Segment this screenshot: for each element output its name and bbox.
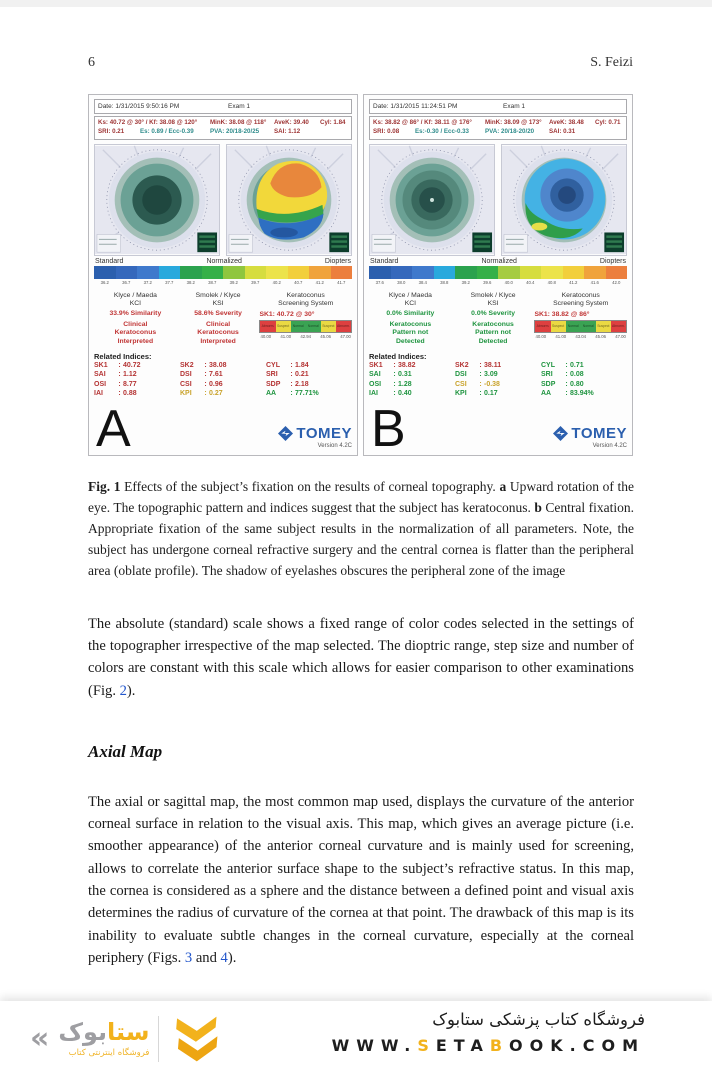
- related-index: SK1 : 40.72: [94, 361, 141, 369]
- screening-system-title: Keratoconus Screening System: [278, 291, 334, 308]
- website-url[interactable]: WWW.SETABOOK.COM: [331, 1036, 645, 1055]
- related-index: SDP : 2.18: [266, 380, 309, 388]
- figure-link[interactable]: 4: [220, 949, 228, 966]
- topography-report-panel: [88, 94, 358, 456]
- section-heading: Axial Map: [88, 742, 163, 762]
- author-name: S. Feizi: [590, 55, 633, 70]
- scale-segment: [180, 266, 202, 279]
- scale-segment: [391, 266, 413, 279]
- scale-type-label: Standard: [95, 257, 124, 265]
- stats-row-2: SRI: 0.08 Es:-0.30 / Ecc-0.33 PVA: 20/18-20/20 SAI: 0.31: [373, 127, 576, 135]
- mini-info-box: [504, 234, 528, 252]
- kci-verdict: Keratoconus Pattern not Detected: [389, 321, 432, 345]
- map-labels: [95, 258, 351, 265]
- scale-segment: [498, 266, 520, 279]
- double-guillemet-icon: «: [30, 1021, 50, 1056]
- topography-map: [226, 144, 352, 256]
- map-type-label: Normalized: [481, 257, 517, 265]
- double-chevron-badge-icon: [168, 1013, 222, 1065]
- screening-bar-segment: Suspect: [321, 321, 336, 332]
- scale-segment: [288, 266, 310, 279]
- related-index: CYL : 0.71: [541, 361, 584, 369]
- related-index: DSI : 3.09: [455, 371, 498, 379]
- kci-subtitle: KCI: [404, 300, 417, 308]
- screening-bar-segment: Normal: [581, 321, 596, 332]
- scale-segment: [94, 266, 116, 279]
- logo-text-block: [58, 1020, 149, 1058]
- scale-segment: [223, 266, 245, 279]
- topo-overlay-normal: [525, 159, 606, 240]
- scale-segment: [412, 266, 434, 279]
- keratometry-stats: [369, 116, 627, 140]
- scale-tick: 38.0: [397, 279, 406, 285]
- panel-footer: [369, 400, 627, 456]
- related-index: SAI : 1.12: [94, 371, 137, 379]
- scale-tick: 40.4: [526, 279, 535, 285]
- scale-tick: 38.8: [440, 279, 449, 285]
- screening-bar-tick: 42.94: [300, 334, 312, 340]
- related-indices-title: Related Indices:: [94, 351, 152, 361]
- related-indices-grid: [369, 361, 627, 399]
- map-type-label: Normalized: [206, 257, 242, 265]
- related-index: CSI : 0.96: [180, 380, 223, 388]
- topography-report-panel: [363, 94, 633, 456]
- page-number: 6: [88, 55, 95, 70]
- topo-overlay-keratoconus: [256, 161, 327, 240]
- screening-scale-bar: [259, 320, 352, 339]
- dioptric-color-scale: [94, 266, 352, 285]
- screening-bar-tick: 41.00: [280, 334, 292, 340]
- related-index: SRI : 0.21: [266, 371, 309, 379]
- units-label: Diopters: [599, 257, 626, 265]
- footer: [0, 1001, 712, 1079]
- related-index: SRI : 0.08: [541, 371, 584, 379]
- related-indices-grid: [94, 361, 352, 399]
- screening-system-column: [259, 292, 352, 346]
- scale-tick: 38.7: [208, 279, 217, 285]
- paragraph-axial-map: The axial or sagittal map, the most common map used, displays the curvature of the anterior corneal surface in relation to the visual axis. This map, which gives an average picture (i.e. smoother appearance) of the anterior corneal curvature and is mainly used for screening, allows to correlate the anterior surface shape to the subject’s refractive status. In this map, the cornea is considered as a sphere and the distance between a defined point and visual axis determines the radius of curvature of the cornea at that point. The drawback of this map is its inability to evaluate subtle changes in the corneal curvature, especially at the corneal periphery (Figs. 3 and 4).: [88, 793, 634, 966]
- sk1-value: SK1: 38.82 @ 86°: [534, 311, 590, 319]
- related-index: SK1 : 38.82: [369, 361, 416, 369]
- scale-segment: [369, 266, 391, 279]
- scale-tick: 41.6: [590, 279, 599, 285]
- scale-segment: [584, 266, 606, 279]
- panel-footer: [94, 400, 352, 456]
- screening-bar-tick: 40.00: [260, 334, 272, 340]
- scale-tick: 40.0: [504, 279, 513, 285]
- related-index: IAI : 0.88: [94, 390, 137, 398]
- scale-tick: 39.6: [483, 279, 492, 285]
- exam-header: [94, 99, 352, 114]
- scale-tick: 38.2: [186, 279, 195, 285]
- related-indices: [94, 352, 352, 399]
- scan-edge-strip: [0, 0, 712, 7]
- ksi-column: [452, 292, 535, 346]
- figure-link[interactable]: 2: [119, 682, 127, 699]
- screening-bar-segment: Abnorm.: [535, 321, 550, 332]
- screening-bar-segment: Normal: [306, 321, 321, 332]
- scale-segment: [116, 266, 138, 279]
- mini-info-box: [97, 234, 121, 252]
- panel-letter: B: [371, 400, 406, 456]
- related-index: SK2 : 38.11: [455, 361, 502, 369]
- kci-title: Klyce / Maeda: [388, 291, 432, 299]
- figure-link[interactable]: 3: [184, 949, 193, 966]
- exam-number: Exam 1: [228, 103, 251, 110]
- scale-segment: [202, 266, 224, 279]
- exam-date: Date: 1/31/2015 9:50:16 PM: [98, 103, 180, 110]
- scale-tick: 41.2: [569, 279, 578, 285]
- scale-tick: 41.2: [315, 279, 324, 285]
- screening-section: [369, 292, 627, 346]
- ksi-percent: 0.0% Severity: [471, 310, 515, 318]
- stats-row-1: Ks: 38.82 @ 86° / Kf: 38.11 @ 176° MinK: 38.09 @ 173° AveK: 38.48 Cyl: 0.71: [373, 119, 621, 126]
- screening-bar-segment: Abnorm.: [611, 321, 626, 332]
- dioptric-color-scale: [369, 266, 627, 285]
- footer-right: [332, 1010, 645, 1055]
- map-labels: [370, 258, 626, 265]
- mini-legend-box: [604, 232, 624, 252]
- scale-tick: 38.4: [418, 279, 427, 285]
- scale-type-label: Standard: [370, 257, 399, 265]
- screening-section: [94, 292, 352, 346]
- screening-bar-segment: Normal: [566, 321, 581, 332]
- kci-column: [94, 292, 177, 346]
- tomey-logo: [278, 425, 352, 451]
- tomey-wordmark: TOMEY: [571, 425, 627, 442]
- related-index: DSI : 7.61: [180, 371, 223, 379]
- ksi-subtitle: KSI: [212, 300, 224, 308]
- kci-title: Klyce / Maeda: [113, 291, 157, 299]
- stats-row-2: SRI: 0.21 Es: 0.89 / Ecc-0.39 PVA: 20/18-20/25 SAI: 1.12: [98, 127, 301, 135]
- eye-photo: [94, 144, 220, 256]
- related-index: SAI : 0.31: [369, 371, 412, 379]
- related-indices: [369, 352, 627, 399]
- store-title: فروشگاه کتاب پزشکی ستابوک: [432, 1010, 645, 1029]
- mini-legend-box: [472, 232, 492, 252]
- ksi-title: Smolek / Klyce: [195, 291, 241, 299]
- scale-segment: [563, 266, 585, 279]
- related-index: KPI : 0.17: [455, 390, 498, 398]
- scale-tick: 36.2: [100, 279, 109, 285]
- scale-tick: 37.2: [143, 279, 152, 285]
- screening-system-title: Keratoconus Screening System: [553, 291, 609, 308]
- tomey-diamond-icon: [553, 426, 568, 441]
- mini-legend-box: [329, 232, 349, 252]
- kci-subtitle: KCI: [129, 300, 142, 308]
- scale-segment: [309, 266, 331, 279]
- screening-bar-tick: 41.00: [555, 334, 567, 340]
- mini-legend-box: [197, 232, 217, 252]
- screening-bar-segment: Suspect: [276, 321, 291, 332]
- related-index: CSI : -0.38: [455, 380, 500, 388]
- kci-column: [369, 292, 452, 346]
- scale-segment: [245, 266, 267, 279]
- screening-bar-tick: 43.04: [575, 334, 587, 340]
- screening-bar-tick: 45.06: [320, 334, 332, 340]
- related-index: IAI : 0.40: [369, 390, 412, 398]
- ksi-verdict: Keratoconus Pattern not Detected: [472, 321, 514, 345]
- logo-tagline: فروشگاه اینترنتی کتاب: [68, 1048, 150, 1058]
- related-index: SK2 : 38.08: [180, 361, 227, 369]
- scale-tick: 37.6: [375, 279, 384, 285]
- related-indices-title: Related Indices:: [369, 351, 427, 361]
- screening-bar-segment: Suspect: [551, 321, 566, 332]
- screening-bar-tick: 47.00: [340, 334, 351, 340]
- kci-percent: 0.0% Similarity: [386, 310, 435, 318]
- exam-date: Date: 1/31/2015 11:24:51 PM: [373, 103, 458, 110]
- tomey-version: Version 4.2C: [317, 443, 352, 449]
- units-label: Diopters: [324, 257, 351, 265]
- scale-segment: [434, 266, 456, 279]
- screening-bar-segment: Abnorm.: [260, 321, 275, 332]
- related-index: CYL : 1.84: [266, 361, 309, 369]
- scale-tick: 37.7: [165, 279, 174, 285]
- logo-wordmark: ستابوک: [58, 1018, 150, 1046]
- scale-segment: [137, 266, 159, 279]
- screening-bar-segment: Suspect: [596, 321, 611, 332]
- eye-images: [94, 144, 352, 256]
- ksi-percent: 58.6% Severity: [194, 310, 242, 318]
- scale-segment: [477, 266, 499, 279]
- ksi-subtitle: KSI: [487, 300, 499, 308]
- eye-photo: [369, 144, 495, 256]
- related-index: AA : 77.71%: [266, 390, 319, 398]
- ksi-column: [177, 292, 260, 346]
- related-index: KPI : 0.27: [180, 390, 223, 398]
- related-index: OSI : 1.28: [369, 380, 412, 388]
- scale-segment: [520, 266, 542, 279]
- kci-verdict: Clinical Keratoconus Interpreted: [114, 321, 157, 345]
- tomey-wordmark: TOMEY: [296, 425, 352, 442]
- scale-segment: [159, 266, 181, 279]
- keratometry-stats: [94, 116, 352, 140]
- scale-tick: 42.0: [612, 279, 621, 285]
- scale-tick: 39.7: [251, 279, 260, 285]
- panel-letter: A: [96, 400, 131, 456]
- tomey-logo: [553, 425, 627, 451]
- logo-divider: [158, 1016, 159, 1062]
- screening-bar-tick: 40.00: [535, 334, 547, 340]
- figure-caption: Fig. 1 Effects of the subject’s fixation on the results of corneal topography. a Upward rotation of the eye. The topographic pattern and indices suggest that the subject has keratoconus. b Central fixation. Appropriate fixation of the same subject results in the normalization of all parameters. Note, the subject has undergone corneal refractive surgery and the central cornea is flatter than the peripheral area (oblate profile). The shadow of eyelashes obscures the peripheral zone of the image: [88, 478, 635, 578]
- stats-row-1: Ks: 40.72 @ 30° / Kf: 38.08 @ 120° MinK: 38.08 @ 118° AveK: 39.40 Cyl: 1.84: [98, 119, 346, 126]
- eye-images: [369, 144, 627, 256]
- scale-segment: [266, 266, 288, 279]
- mini-info-box: [229, 234, 253, 252]
- tomey-diamond-icon: [278, 426, 293, 441]
- paragraph-absolute-scale: The absolute (standard) scale shows a fixed range of color codes selected in the settings of the topographer irrespective of the map selected. The dioptric range, step size and number of colors are constant with this scale which allows for easier comparison to other examinations (Fig. 2).: [88, 615, 634, 699]
- kci-percent: 33.9% Similarity: [109, 310, 162, 318]
- related-index: SDP : 0.80: [541, 380, 584, 388]
- screening-bar-tick: 47.00: [615, 334, 626, 340]
- scale-tick: 40.7: [294, 279, 303, 285]
- scale-segment: [606, 266, 628, 279]
- topography-map: [501, 144, 627, 256]
- screening-scale-bar: [534, 320, 627, 339]
- tomey-version: Version 4.2C: [592, 443, 627, 449]
- screening-system-column: [534, 292, 627, 346]
- scale-tick: 40.2: [272, 279, 281, 285]
- scale-segment: [455, 266, 477, 279]
- ksi-verdict: Clinical Keratoconus Interpreted: [197, 321, 239, 345]
- related-index: AA : 83.94%: [541, 390, 594, 398]
- exam-number: Exam 1: [503, 103, 526, 110]
- scale-tick: 39.2: [461, 279, 470, 285]
- scale-tick: 41.7: [337, 279, 346, 285]
- mini-info-box: [372, 234, 396, 252]
- page-header: [88, 55, 633, 71]
- scale-tick: 39.2: [229, 279, 238, 285]
- exam-header: [369, 99, 627, 114]
- screening-bar-segment: Abnorm.: [336, 321, 351, 332]
- screening-bar-tick: 45.06: [595, 334, 607, 340]
- scale-segment: [331, 266, 353, 279]
- scale-tick: 40.8: [547, 279, 556, 285]
- ksi-title: Smolek / Klyce: [470, 291, 516, 299]
- scale-segment: [541, 266, 563, 279]
- scale-tick: 36.7: [122, 279, 131, 285]
- related-index: OSI : 8.77: [94, 380, 137, 388]
- figure-panels: [88, 94, 633, 456]
- screening-bar-segment: Normal: [291, 321, 306, 332]
- sk1-value: SK1: 40.72 @ 30°: [259, 311, 315, 319]
- setabook-logo: [30, 1013, 222, 1065]
